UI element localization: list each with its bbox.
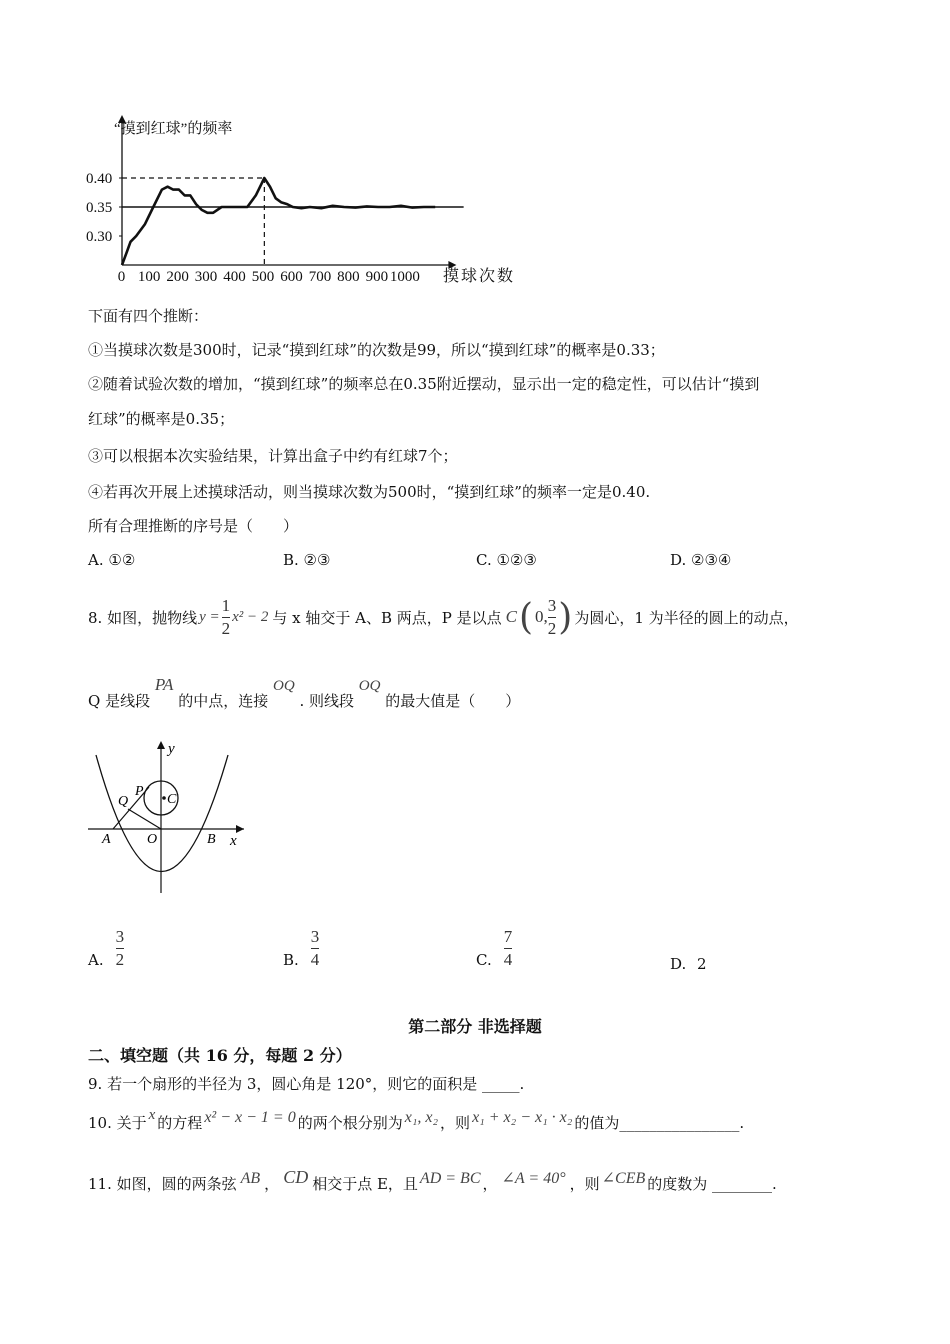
- x-tick-label-3: 300: [194, 269, 218, 285]
- q10-text-c: 的两个根分别为: [297, 1114, 403, 1132]
- q8-choice-b-num: 3: [310, 927, 320, 946]
- q7-choice-a[interactable]: A. ①②: [88, 551, 136, 569]
- q7-choice-b[interactable]: B. ②③: [283, 551, 331, 569]
- x-tick-label-2: 200: [166, 269, 189, 285]
- q7-intro: 下面有四个推断：: [88, 307, 209, 325]
- q8-choice-c-den: 4: [503, 949, 513, 969]
- q11-chord-ab: AB: [240, 1170, 261, 1187]
- q11-text-f: 的度数为 ________.: [647, 1175, 777, 1193]
- q10-var-x: x: [148, 1107, 156, 1123]
- q8-line2-c: . 则线段: [299, 692, 355, 710]
- q8-line2-d: 的最大值是（ ）: [385, 692, 521, 710]
- q11-text-c: 相交于点 E，且: [312, 1175, 418, 1193]
- q8-c-num: 3: [547, 595, 557, 615]
- q8-choice-a[interactable]: [88, 928, 124, 969]
- y-tick-label-1: 0.35: [86, 200, 113, 216]
- fig-label-y: y: [168, 741, 175, 757]
- frequency-chart: [80, 110, 540, 290]
- q8-eq-y: y =: [199, 608, 220, 625]
- q8-choice-b-frac: [311, 928, 320, 969]
- q11-chord-cd: CD: [283, 1167, 309, 1187]
- q8-c-paren-close: ): [558, 596, 573, 638]
- q10-expression: x₁ + x₂ − x₁ · x₂: [472, 1109, 573, 1126]
- q8-choice-c-num: 7: [503, 927, 513, 946]
- q8-c-frac: [548, 597, 557, 638]
- fig-label-a: A: [102, 832, 111, 847]
- fig-label-p: P: [135, 784, 144, 799]
- q9: 9. 若一个扇形的半径为 3，圆心角是 120°，则它的面积是 _____.: [88, 1075, 525, 1093]
- q8-c-label: C: [505, 607, 517, 626]
- q8-choice-a-frac: [116, 928, 125, 969]
- x-tick-label-9: 900: [365, 269, 389, 285]
- q11: [88, 1167, 777, 1194]
- q8-line2: [88, 675, 521, 711]
- q10-text-e: 的值为________________.: [574, 1114, 745, 1132]
- statement-3: ③可以根据本次实验结果，计算出盒子中约有红球7个；: [88, 447, 458, 465]
- x-tick-label-10: 1000: [389, 269, 420, 285]
- q11-text-e: ，则: [569, 1175, 600, 1193]
- q10-roots: x₁, x₂: [404, 1109, 439, 1126]
- q11-text-a: 11. 如图，圆的两条弦: [88, 1175, 237, 1193]
- q8-choice-a-num: 3: [115, 927, 125, 946]
- part2-title: 第二部分 非选择题: [408, 1017, 542, 1036]
- fig-label-q: Q: [118, 794, 129, 809]
- statement-1: ①当摸球次数是300时，记录“摸到红球”的次数是99，所以“摸到红球”的概率是0.33；: [88, 341, 665, 359]
- q7-choice-d[interactable]: D. ②③④: [670, 551, 732, 569]
- x-tick-label-1: 100: [137, 269, 161, 285]
- q10-text-d: ，则: [440, 1114, 471, 1132]
- q7-choice-c[interactable]: C. ①②③: [476, 551, 537, 569]
- q10-equation: x² − x − 1 = 0: [204, 1109, 296, 1126]
- fig-label-x: x: [230, 833, 237, 849]
- parabola-figure: [80, 735, 250, 900]
- q11-text-b: ，: [264, 1175, 280, 1193]
- y-tick-label-2: 0.40: [86, 171, 113, 187]
- q8-half: [222, 597, 231, 638]
- q8-half-den: 2: [221, 618, 231, 638]
- q8-choice-d-value: 2: [697, 955, 707, 973]
- x-tick-label-6: 600: [280, 269, 303, 285]
- q10: [88, 1107, 745, 1133]
- q8-choice-b-label: B.: [283, 950, 299, 969]
- q8-choice-b[interactable]: [283, 928, 319, 969]
- q11-arcs: AD = BC: [419, 1170, 481, 1187]
- q8-line1: [88, 592, 799, 642]
- fig-label-c: C: [167, 792, 177, 807]
- q8-eq-tail: x² − 2: [232, 608, 269, 625]
- q8-oq-1: OQ: [273, 678, 295, 694]
- q8-choice-c-frac: [504, 928, 513, 969]
- statement-2: ②随着试验次数的增加，“摸到红球”的频率总在0.35附近摆动，显示出一定的稳定性，可以估计“摸到: [88, 375, 760, 393]
- q8-text-3: 为圆心，1 为半径的圆上的动点，: [574, 608, 799, 627]
- section2-heading: 二、填空题（共 16 分，每题 2 分）: [88, 1046, 352, 1065]
- q8-c-den: 2: [547, 618, 557, 638]
- q10-text-b: 的方程: [157, 1114, 203, 1132]
- q11-text-d: ，: [482, 1175, 498, 1193]
- q8-text-1: 8. 如图，抛物线: [88, 608, 198, 627]
- q8-c-coord: 0,: [535, 607, 548, 626]
- x-tick-label-8: 800: [337, 269, 360, 285]
- q10-text-a: 10. 关于: [88, 1114, 147, 1132]
- fig-label-b: B: [207, 832, 216, 847]
- statement-2-cont: 红球”的概率是0.35；: [88, 410, 235, 428]
- chart-title: “摸到红球”的频率: [114, 121, 233, 137]
- q8-line2-b: 的中点，连接: [178, 692, 269, 710]
- q8-choice-d[interactable]: [670, 955, 707, 973]
- frequency-series-line: [122, 178, 435, 265]
- statement-4: ④若再次开展上述摸球活动，则当摸球次数为500时，“摸到红球”的频率一定是0.40.: [88, 483, 651, 501]
- q8-choice-d-label: D.: [670, 955, 687, 973]
- q8-oq-2: OQ: [358, 678, 381, 694]
- q8-pa: PA: [154, 675, 174, 694]
- chart-xlabel: 摸球次数: [443, 268, 516, 285]
- q8-choice-a-den: 2: [115, 949, 125, 969]
- x-tick-label-5: 500: [251, 269, 275, 285]
- q11-angle-ceb: ∠CEB: [601, 1170, 646, 1187]
- q8-choice-c[interactable]: [476, 928, 512, 969]
- x-tick-label-0: 0: [117, 269, 126, 285]
- q8-choice-a-label: A.: [88, 950, 104, 969]
- q8-text-2: 与 x 轴交于 A、B 两点，P 是以点: [272, 608, 502, 627]
- q8-choice-c-label: C.: [476, 950, 492, 969]
- fig-label-o: O: [147, 832, 158, 847]
- q8-choice-b-den: 4: [310, 949, 320, 969]
- q7-ask: 所有合理推断的序号是（ ）: [88, 517, 299, 535]
- y-tick-label-0: 0.30: [86, 229, 113, 245]
- x-tick-label-4: 400: [223, 269, 246, 285]
- q8-c-paren-open: (: [519, 596, 534, 638]
- x-tick-label-7: 700: [308, 269, 332, 285]
- q11-angle-a: ∠A = 40°: [501, 1170, 566, 1187]
- q8-half-num: 1: [221, 595, 231, 615]
- q8-line2-a: Q 是线段: [88, 692, 151, 710]
